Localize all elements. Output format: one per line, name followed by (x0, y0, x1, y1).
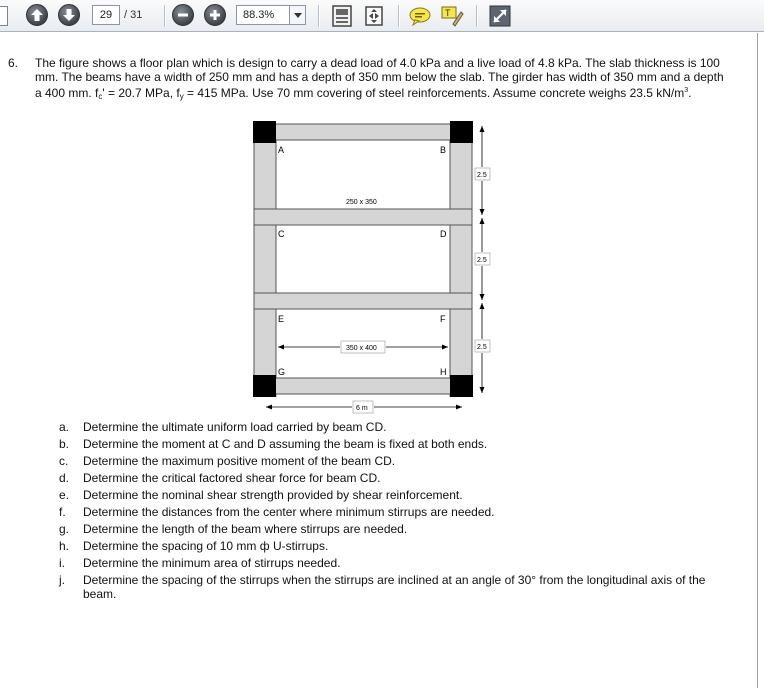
slab-panel (276, 225, 450, 293)
girder-size-label: 350 x 400 (346, 345, 377, 352)
arrowhead (266, 405, 272, 410)
list-item-letter: g. (59, 522, 70, 536)
subquestion-list (59, 419, 719, 601)
list-item-text: Determine the spacing of 10 mm ф U-stirrups. (83, 539, 329, 553)
toolbar-separator (398, 5, 399, 27)
chevron-down-icon (294, 13, 302, 18)
corner-column (450, 121, 473, 143)
arrowhead (456, 405, 462, 410)
point-label-h: H (440, 367, 447, 377)
highlight-icon (440, 4, 464, 28)
pdf-page (0, 33, 756, 688)
spacing-label: 2.5 (477, 172, 487, 179)
question-text-part: The figure shows a floor plan which is design to carry a dead load of 4.0 kPa and a live load of 4.8 kPa. The slab thickness is 100 mm. The beams have a width of 250 mm and has a depth of 350 mm below the slab. The girder has width of 350 mm and a depth a 400 mm. f (35, 56, 724, 100)
beam-ab (254, 124, 472, 140)
question-text-part: ' = 20.7 MPa, f (102, 86, 180, 100)
question-text-end: . (688, 86, 692, 100)
corner-column (253, 375, 276, 397)
toolbar-edge (0, 6, 8, 26)
arrowhead (480, 218, 485, 224)
beam-size-label: 250 x 350 (346, 199, 377, 206)
toolbar-separator (476, 5, 477, 27)
fit-width-icon (362, 4, 386, 28)
list-item-text: Determine the ultimate uniform load carried by beam CD. (83, 420, 387, 434)
beam-ef (254, 293, 472, 309)
list-item-text: Determine the maximum positive moment of the beam CD. (83, 454, 396, 468)
highlight-text-button[interactable] (440, 4, 464, 28)
left-girder (254, 124, 276, 396)
point-label-f: F (440, 314, 446, 324)
list-item-letter: c. (59, 454, 69, 468)
point-label-d: D (440, 229, 447, 239)
list-item-letter: j. (59, 573, 65, 587)
list-item-text: Determine the minimum area of stirrups needed. (83, 556, 341, 570)
list-item (59, 504, 719, 521)
list-item (59, 572, 719, 601)
question-number: 6. (8, 56, 19, 70)
point-label-a: A (278, 145, 285, 155)
zoom-level-input[interactable]: 88.3% (236, 5, 290, 25)
arrowhead (480, 209, 485, 215)
list-item-letter: h. (59, 539, 70, 553)
list-item-letter: f. (59, 505, 66, 519)
toolbar-separator (318, 5, 319, 27)
list-item-text: Determine the spacing of the stirrups when the stirrups are inclined at an angle of 30° from the longitudinal axis of the beam. (83, 573, 706, 601)
spacing-label: 2.5 (477, 344, 487, 351)
list-item (59, 521, 719, 538)
unit-superscript: 3 (684, 87, 689, 94)
next-page-button[interactable] (58, 4, 80, 26)
list-item-text: Determine the distances from the center where minimum stirrups are needed. (83, 505, 495, 519)
fit-page-icon (330, 4, 354, 28)
question-text-part: = 415 MPa. Use 70 mm covering of steel reinforcements. Assume concrete weighs 23.5 kN/m (183, 86, 685, 100)
list-item-letter: i. (59, 556, 65, 570)
page-total-label: / 31 (124, 9, 143, 21)
pdf-toolbar (0, 0, 764, 32)
arrowhead (480, 294, 485, 300)
question-text (35, 56, 725, 104)
list-item-text: Determine the moment at C and D assuming the beam is fixed at both ends. (83, 437, 488, 451)
list-item (59, 538, 719, 555)
point-label-c: C (278, 229, 285, 239)
list-item (59, 419, 719, 436)
fit-width-button[interactable] (362, 4, 386, 28)
toolbar-separator (164, 5, 165, 27)
list-item (59, 555, 719, 572)
point-label-g: G (278, 367, 286, 377)
list-item-letter: b. (59, 437, 70, 451)
expand-icon (488, 4, 512, 28)
list-item (59, 436, 719, 453)
comment-icon (408, 4, 432, 28)
arrowhead (480, 303, 485, 309)
zoom-in-icon (208, 8, 222, 22)
page-number-input[interactable]: 29 (92, 5, 120, 25)
list-item-letter: d. (59, 471, 70, 485)
list-item-text: Determine the critical factored shear force for beam CD. (83, 471, 381, 485)
fc-subscript: c (98, 92, 103, 101)
floor-plan-drawing (240, 121, 500, 421)
list-item-text: Determine the nominal shear strength provided by shear reinforcement. (83, 488, 463, 502)
arrowhead (480, 387, 485, 393)
page-border (757, 33, 758, 688)
right-girder (450, 124, 472, 396)
list-item-text: Determine the length of the beam where stirrups are needed. (83, 522, 408, 536)
zoom-out-icon (176, 8, 190, 22)
floor-plan-figure (240, 121, 500, 421)
zoom-in-button[interactable] (204, 4, 226, 26)
expand-button[interactable] (488, 4, 512, 28)
point-label-b: B (440, 145, 447, 155)
list-item (59, 453, 719, 470)
beam-cd (254, 209, 472, 225)
list-item-letter: e. (59, 488, 70, 502)
span-label: 6 m (356, 405, 368, 412)
zoom-dropdown-button[interactable] (290, 5, 306, 25)
beam-gh (254, 378, 472, 394)
corner-column (253, 121, 276, 143)
next-page-icon (62, 8, 76, 22)
spacing-label: 2.5 (477, 257, 487, 264)
comment-button[interactable] (408, 4, 432, 28)
arrowhead (480, 126, 485, 132)
list-item (59, 470, 719, 487)
corner-column (450, 375, 473, 397)
svg-text:T: T (445, 8, 451, 18)
zoom-out-button[interactable] (172, 4, 194, 26)
fit-page-button[interactable] (330, 4, 354, 28)
prev-page-button[interactable] (26, 4, 48, 26)
fy-subscript: y (179, 92, 184, 101)
point-label-e: E (278, 314, 285, 324)
list-item-letter: a. (59, 420, 70, 434)
prev-page-icon (30, 8, 44, 22)
list-item (59, 487, 719, 504)
